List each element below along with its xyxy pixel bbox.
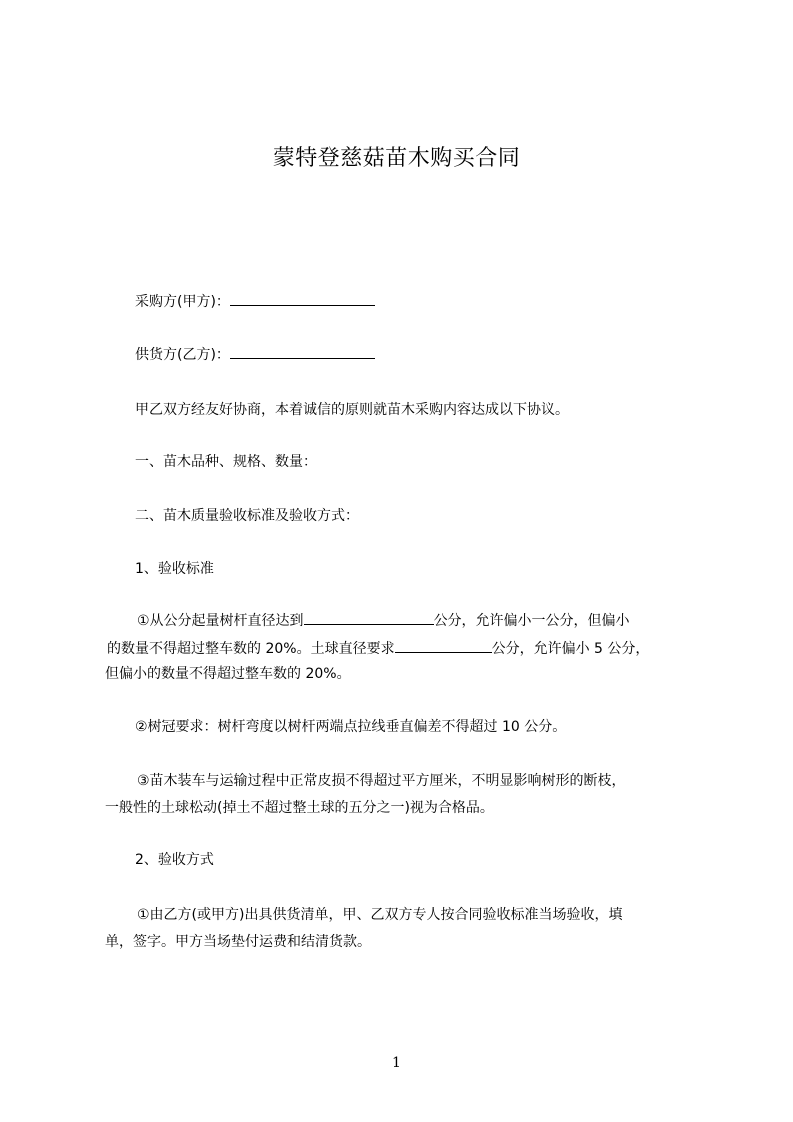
item-1-line-2 [107, 638, 707, 659]
supplier-line [135, 344, 735, 365]
document-title: 蒙特登慈菇苗木购买合同 [272, 146, 521, 171]
supplier-blank [230, 344, 375, 359]
item-3-line-1: ③苗木装车与运输过程中正常皮损不得超过平方厘米，不明显影响树形的断枝， [137, 773, 626, 789]
buyer-blank [230, 291, 375, 306]
diameter-blank [304, 610, 434, 625]
subsection-1-heading: 1、验收标准 [135, 561, 214, 577]
supplier-label: 供货方(乙方)： [135, 347, 230, 363]
item-1-line-2-text-b: 公分，允许偏小 5 公分， [491, 641, 650, 657]
buyer-line [135, 291, 735, 312]
section-2-heading: 二、苗木质量验收标准及验收方式： [135, 508, 359, 524]
item-1-line-2-text-a: 的数量不得超过整车数的 20%。土球直径要求 [107, 641, 395, 657]
method-1-line-2: 单，签字。甲方当场垫付运费和结清货款。 [105, 934, 371, 950]
page-number: 1 [392, 1055, 401, 1071]
method-1-line-1: ①由乙方(或甲方)出具供货清单，甲、乙双方专人按合同验收标准当场验收，填 [137, 907, 623, 923]
soil-ball-blank [395, 638, 492, 653]
intro-paragraph: 甲乙双方经友好协商，本着诚信的原则就苗木采购内容达成以下协议。 [135, 402, 569, 418]
item-3-line-2: 一般性的土球松动(掉土不超过整土球的五分之一)视为合格品。 [105, 800, 494, 816]
subsection-2-heading: 2、验收方式 [135, 852, 214, 868]
item-1-text-a: ①从公分起量树杆直径达到 [137, 613, 304, 629]
item-2: ②树冠要求：树杆弯度以树杆两端点拉线垂直偏差不得超过 10 公分。 [135, 719, 567, 735]
item-1-line-1 [137, 610, 737, 631]
section-1-heading: 一、苗木品种、规格、数量： [135, 454, 317, 470]
item-1-line-3: 但偏小的数量不得超过整车数的 20%。 [105, 666, 351, 682]
item-1-text-b: 公分，允许偏小一公分，但偏小 [433, 613, 630, 629]
buyer-label: 采购方(甲方)： [135, 294, 230, 310]
